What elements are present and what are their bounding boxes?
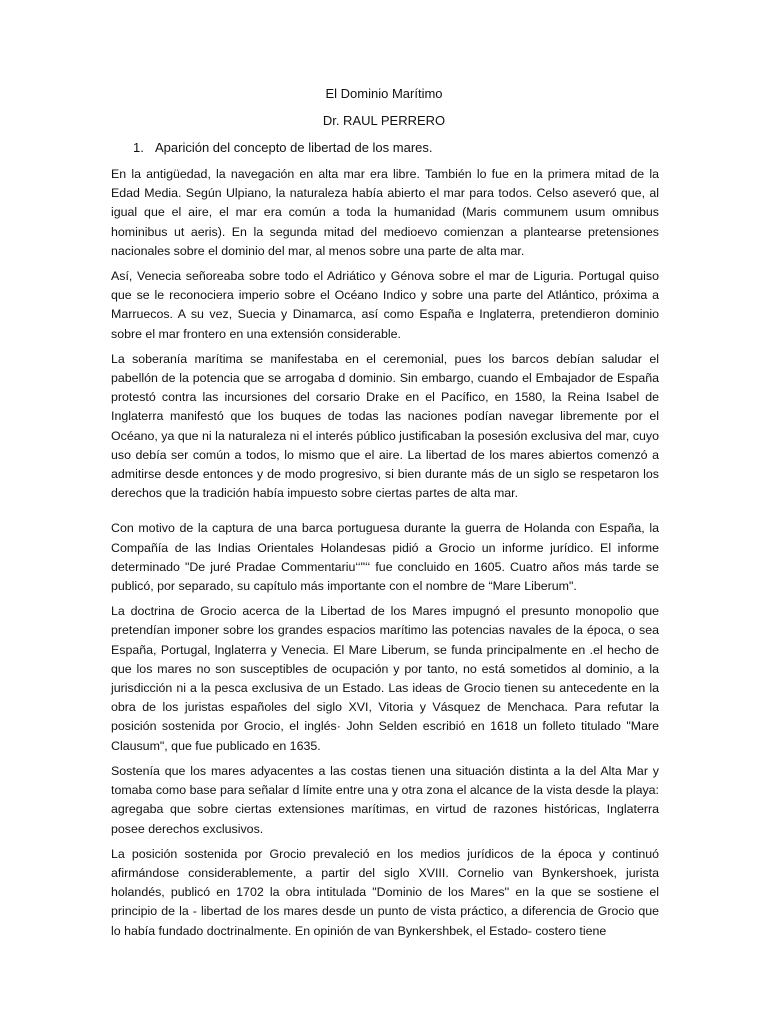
document-author: Dr. RAUL PERRERO — [322, 113, 446, 128]
document-title: El Dominio Marítimo — [325, 86, 443, 101]
section-number: 1. — [133, 140, 144, 155]
paragraph-maritime-sovereignty: La soberanía marítima se manifestaba en el ceremonial, pues los barcos debían saludar el pabellón de la potencia que se arrogaba d dominio. Sin embargo, cuando el Embajador de España protestó contra las incursiones del corsario Drake en el Pacífico, en 1580, la Reina Isabel de Inglaterra manifestó que los buques de todas las naciones podían navegar libremente por el Océano, ya que ni la naturaleza ni el interés público justificaban la posesión exclusiva del mar, cuyo uso debía ser común a todos, lo mismo que el aire. La libertad de los mares abiertos comenzó a admitirse desde entonces y de modo progresivo, si bien durante más de un siglo se respetaron los derechos que la tradición había impuesto sobre ciertas partes de alta mar. — [111, 351, 659, 501]
paragraph-grotius-report: Con motivo de la captura de una barca portuguesa durante la guerra de Holanda con España, la Compañía de las Indias Orientales Holandesas pidió a Grocio un informe jurídico. El informe determinado "De juré Pradae Commentariu‘‘"‘‘ fue concluido en 1605. Cuatro años más tarde se publicó, por separado, su capítulo más importante con el nombre de “Mare Liberum". — [111, 521, 659, 594]
section-heading — [133, 140, 433, 155]
section-heading-text: Aparición del concepto de libertad de los mares. — [155, 140, 433, 155]
paragraph-selden-position: Sostenía que los mares adyacentes a las costas tienen una situación distinta a la del Alta Mar y tomaba como base para señalar d límite entre una y otra zona el alcance de la vista desde la playa: agregaba que sobre ciertas extensiones marítimas, en virtud de razones históricas, Inglaterra posee derechos exclusivos. — [111, 763, 659, 836]
document-body — [111, 165, 659, 947]
paragraph-bynkershoek: La posición sostenida por Grocio prevaleció en los medios jurídicos de la época y continuó afirmándose considerablemente, a partir del siglo XVIII. Cornelio van Bynkershoek, jurista holandés, publicó en 1702 la obra intitulada "Dominio de los Mares'' en la que se sostiene el principio de la - libertad de los mares desde un punto de vista práctico, a diferencia de Grocio que lo había fundado doctrinalmente. En opinión de van Bynkershbek, el Estado- costero tiene — [111, 846, 659, 938]
paragraph-mare-liberum-doctrine: La doctrina de Grocio acerca de la Libertad de los Mares impugnó el presunto monopolio que pretendían imponer sobre los grandes espacios marítimo las potencias navales de la época, o sea España, Portugal, lnglaterra y Venecia. El Mare Liberum, se funda principalmente en .el hecho de que los mares no son susceptibles de ocupación y por tanto, no está sometidos al dominio, a la jurisdicción ni a la pesca exclusiva de un Estado. Las ideas de Grocio tienen su antecedente en la obra de los juristas españoles del siglo XVI, Vitoria y Vásquez de Menchaca. Para refutar la posición sostenida por Grocio, el inglés· John Selden escribió en 1618 un folleto titulado "Mare Clausum", que fue publicado en 1635. — [111, 604, 659, 753]
paragraph-venice-genoa: Así, Venecia señoreaba sobre todo el Adriático y Génova sobre el mar de Liguria. Portugal quiso que se le reconociera imperio sobre el Océano Indico y sobre una parte del Atlántico, próxima a Marruecos. A su vez, Suecia y Dinamarca, así como España e Inglaterra, pretendieron dominio sobre el mar frontero en una extensión considerable. — [111, 269, 659, 341]
paragraph-antiquity: En la antigüedad, la navegación en alta mar era libre. También lo fue en la primera mitad de la Edad Media. Según Ulpiano, la naturaleza había abierto el mar para todos. Celso aseveró que, al igual que el aire, el mar era común a toda la humanidad (Maris communem usum omnibus hominibus ut aeris). En la segunda mitad del medioevo comienzan a plantearse pretensiones nacionales sobre el dominio del mar, al menos sobre una parte de alta mar. — [111, 167, 659, 258]
